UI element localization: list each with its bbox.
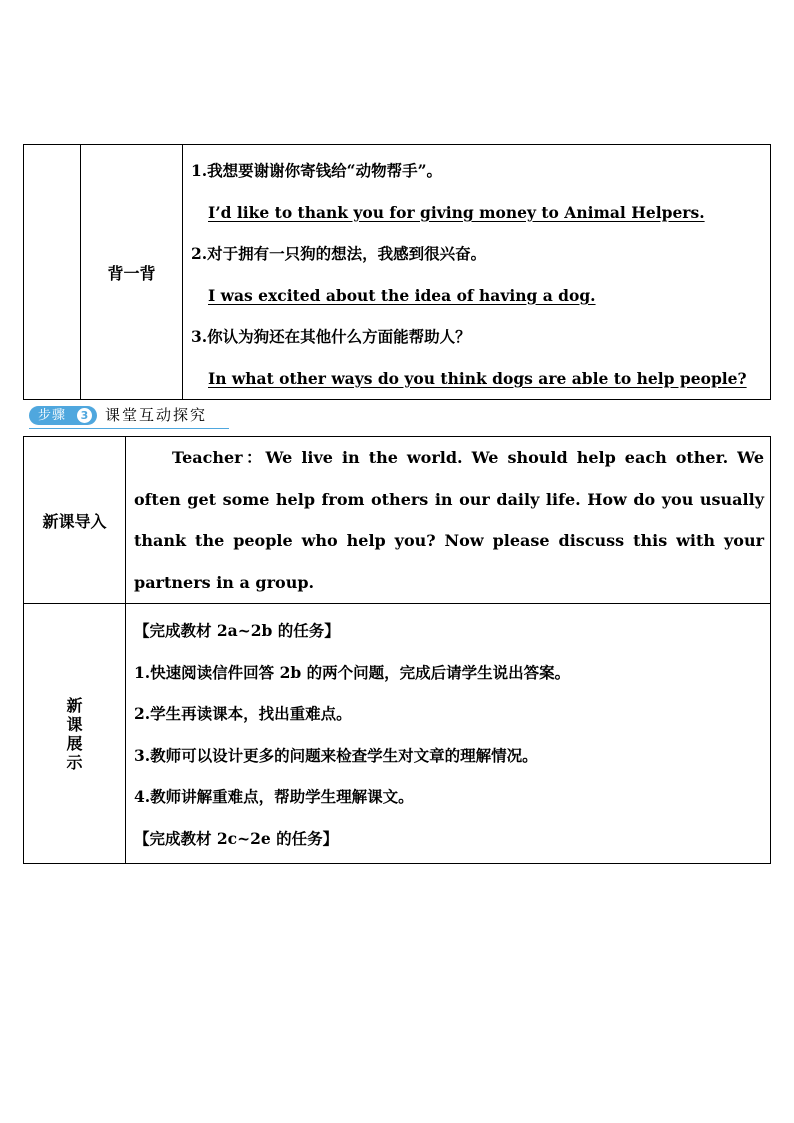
task-line: 【完成教材 2c~2e 的任务】 <box>134 828 339 848</box>
recite-table <box>23 144 771 400</box>
recite-zh-1: 1.我想要谢谢你寄钱给“动物帮手”。 <box>191 161 443 180</box>
intro-text: Teacher：We live in the world. We should help each other. We often get some help from others in our daily life. How do you usually thank the people who help you? Now please discuss this with your partners in a group. <box>134 448 764 592</box>
recite-zh-3: 3.你认为狗还在其他什么方面能帮助人？ <box>191 327 471 346</box>
task-line: 【完成教材 2a~2b 的任务】 <box>134 621 340 640</box>
step-badge-label: 步骤 <box>38 408 67 423</box>
lesson-table <box>23 436 771 864</box>
recite-zh-2: 2.对于拥有一只狗的想法，我感到很兴奋。 <box>191 244 487 263</box>
task-line: 2.学生再读课本，找出重难点。 <box>134 704 352 723</box>
showcase-label-char: 课 <box>66 714 83 734</box>
recite-en-1: I’d like to thank you for giving money to Animal Helpers. <box>208 202 705 222</box>
recite-content <box>183 145 771 400</box>
task-line: 3.教师可以设计更多的问题来检查学生对文章的理解情况。 <box>134 745 538 765</box>
task-line: 1.快速阅读信件回答 2b 的两个问题，完成后请学生说出答案。 <box>134 662 571 682</box>
intro-content <box>126 437 771 604</box>
task-line: 4.教师讲解重难点，帮助学生理解课文。 <box>134 787 414 806</box>
showcase-label <box>24 604 126 864</box>
recite-label: 背一背 <box>81 145 183 400</box>
showcase-label-char: 示 <box>66 752 83 772</box>
step-title: 课堂互动探究 <box>105 406 208 424</box>
intro-label: 新课导入 <box>24 437 126 604</box>
recite-en-3: In what other ways do you think dogs are able to help people? <box>208 368 747 388</box>
step-badge <box>29 406 97 425</box>
showcase-label-char: 新 <box>66 695 83 715</box>
step-number-icon: 3 <box>77 408 92 423</box>
recite-en-2: I was excited about the idea of having a dog. <box>208 285 596 305</box>
empty-cell <box>24 145 81 400</box>
showcase-label-char: 展 <box>66 733 83 753</box>
showcase-content <box>126 604 771 864</box>
step-underline <box>29 428 229 429</box>
step-header <box>29 404 229 426</box>
